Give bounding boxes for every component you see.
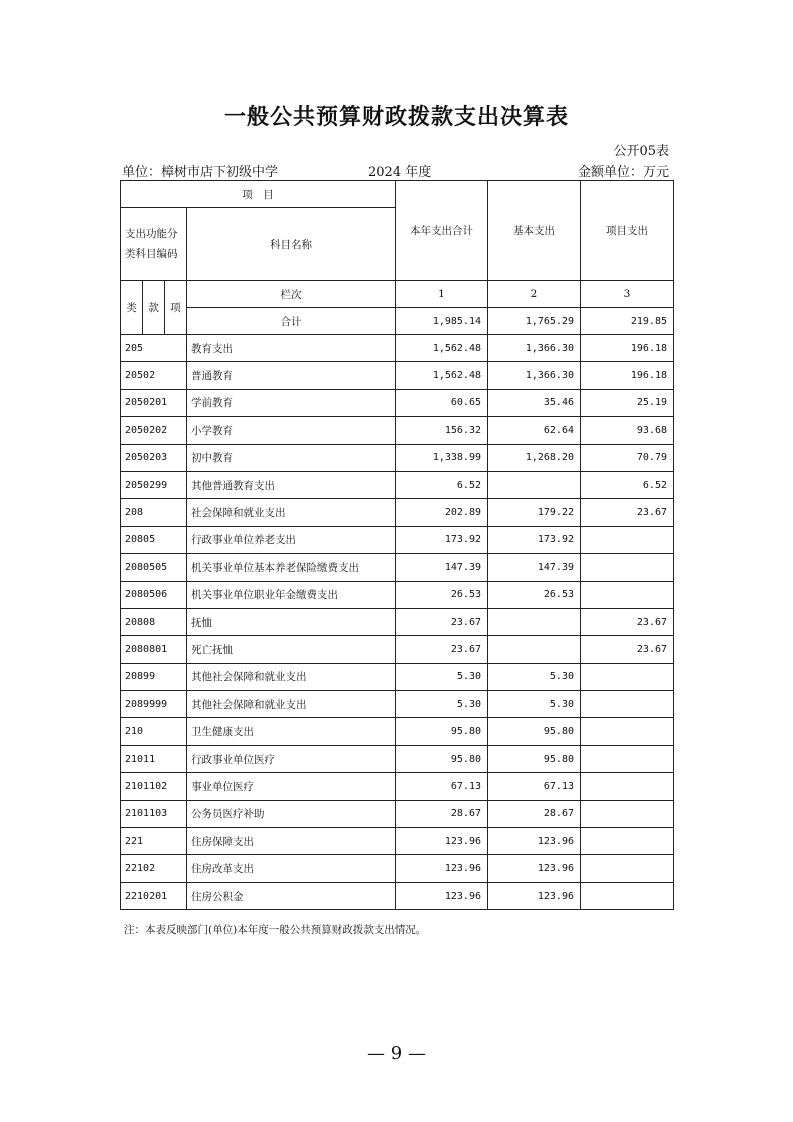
row-project <box>581 554 674 581</box>
table-row <box>121 554 674 581</box>
sum-total-value: 1,985.14 <box>396 308 488 335</box>
row-code: 20805 <box>121 526 187 553</box>
row-total: 123.96 <box>396 882 488 909</box>
sum-basic-value: 1,765.29 <box>488 308 581 335</box>
row-basic: 5.30 <box>488 663 581 690</box>
row-project: 23.67 <box>581 499 674 526</box>
row-name: 机关事业单位基本养老保险缴费支出 <box>187 554 396 581</box>
row-total: 202.89 <box>396 499 488 526</box>
table-row <box>121 718 674 745</box>
row-name: 死亡抚恤 <box>187 636 396 663</box>
form-number: 公开05表 <box>613 144 669 159</box>
row-name: 行政事业单位医疗 <box>187 745 396 772</box>
row-total: 5.30 <box>396 663 488 690</box>
kuan-header: 款 <box>143 281 165 335</box>
row-basic: 26.53 <box>488 581 581 608</box>
row-basic: 95.80 <box>488 718 581 745</box>
column-number-2: 2 <box>488 281 581 308</box>
row-total: 123.96 <box>396 855 488 882</box>
amount-unit-label: 金额单位：万元 <box>577 165 669 180</box>
table-row <box>121 636 674 663</box>
row-code: 208 <box>121 499 187 526</box>
row-code: 2050299 <box>121 471 187 498</box>
row-total: 60.65 <box>396 389 488 416</box>
table-row <box>121 444 674 471</box>
project-column-header: 项目支出 <box>581 181 674 281</box>
table-row <box>121 389 674 416</box>
basic-column-header: 基本支出 <box>488 181 581 281</box>
row-basic: 28.67 <box>488 800 581 827</box>
row-name: 普通教育 <box>187 362 396 389</box>
row-project <box>581 855 674 882</box>
row-basic <box>488 636 581 663</box>
row-project <box>581 882 674 909</box>
row-code: 210 <box>121 718 187 745</box>
row-basic <box>488 471 581 498</box>
row-project <box>581 526 674 553</box>
table-row <box>121 471 674 498</box>
column-number-3: 3 <box>581 281 674 308</box>
row-code: 205 <box>121 335 187 362</box>
row-total: 28.67 <box>396 800 488 827</box>
row-total: 95.80 <box>396 745 488 772</box>
row-basic: 1,366.30 <box>488 335 581 362</box>
row-total: 1,562.48 <box>396 335 488 362</box>
row-code: 2210201 <box>121 882 187 909</box>
footnote: 注：本表反映部门(单位)本年度一般公共预算财政拨款支出情况。 <box>124 924 427 936</box>
row-name: 住房保障支出 <box>187 828 396 855</box>
total-column-header: 本年支出合计 <box>396 181 488 281</box>
sum-label: 合计 <box>187 308 396 335</box>
row-basic: 1,366.30 <box>488 362 581 389</box>
table-row <box>121 608 674 635</box>
row-total: 173.92 <box>396 526 488 553</box>
row-code: 20502 <box>121 362 187 389</box>
table-row <box>121 882 674 909</box>
row-name: 社会保障和就业支出 <box>187 499 396 526</box>
expenditure-table <box>120 180 674 910</box>
xiang-header: 项 <box>165 281 187 335</box>
row-total: 1,338.99 <box>396 444 488 471</box>
row-total: 6.52 <box>396 471 488 498</box>
row-project: 25.19 <box>581 389 674 416</box>
row-project <box>581 581 674 608</box>
row-name: 其他普通教育支出 <box>187 471 396 498</box>
row-project <box>581 800 674 827</box>
row-code: 2080801 <box>121 636 187 663</box>
row-name: 住房改革支出 <box>187 855 396 882</box>
table-row <box>121 526 674 553</box>
table-row <box>121 581 674 608</box>
unit-label: 单位：樟树市店下初级中学 <box>122 165 279 180</box>
row-project: 196.18 <box>581 362 674 389</box>
row-total: 26.53 <box>396 581 488 608</box>
row-total: 156.32 <box>396 417 488 444</box>
row-basic: 123.96 <box>488 855 581 882</box>
table-row <box>121 663 674 690</box>
row-code: 2080505 <box>121 554 187 581</box>
row-name: 公务员医疗补助 <box>187 800 396 827</box>
row-code: 2080506 <box>121 581 187 608</box>
lei-header: 类 <box>121 281 143 335</box>
row-name: 小学教育 <box>187 417 396 444</box>
row-project: 70.79 <box>581 444 674 471</box>
row-project: 196.18 <box>581 335 674 362</box>
table-row <box>121 745 674 772</box>
row-project <box>581 745 674 772</box>
row-code: 2050203 <box>121 444 187 471</box>
table-row <box>121 828 674 855</box>
row-code: 21011 <box>121 745 187 772</box>
row-name: 教育支出 <box>187 335 396 362</box>
code-column-header: 支出功能分类科目编码 <box>121 208 187 281</box>
row-basic: 67.13 <box>488 773 581 800</box>
row-total: 1,562.48 <box>396 362 488 389</box>
page-title: 一般公共预算财政拨款支出决算表 <box>223 104 569 130</box>
row-project <box>581 828 674 855</box>
row-basic: 95.80 <box>488 745 581 772</box>
lanci-label: 栏次 <box>187 281 396 308</box>
row-project <box>581 718 674 745</box>
row-basic: 179.22 <box>488 499 581 526</box>
row-total: 95.80 <box>396 718 488 745</box>
row-code: 2101102 <box>121 773 187 800</box>
row-name: 初中教育 <box>187 444 396 471</box>
row-total: 123.96 <box>396 828 488 855</box>
row-project: 93.68 <box>581 417 674 444</box>
row-code: 20899 <box>121 663 187 690</box>
table-row <box>121 417 674 444</box>
row-total: 5.30 <box>396 691 488 718</box>
row-basic: 5.30 <box>488 691 581 718</box>
row-code: 22102 <box>121 855 187 882</box>
row-code: 221 <box>121 828 187 855</box>
row-project: 23.67 <box>581 608 674 635</box>
row-project <box>581 773 674 800</box>
row-code: 2089999 <box>121 691 187 718</box>
row-project <box>581 691 674 718</box>
sum-project-value: 219.85 <box>581 308 674 335</box>
row-basic: 62.64 <box>488 417 581 444</box>
table-row <box>121 499 674 526</box>
row-total: 23.67 <box>396 608 488 635</box>
row-code: 2101103 <box>121 800 187 827</box>
row-code: 2050202 <box>121 417 187 444</box>
row-basic: 147.39 <box>488 554 581 581</box>
row-name: 事业单位医疗 <box>187 773 396 800</box>
row-basic: 173.92 <box>488 526 581 553</box>
row-name: 学前教育 <box>187 389 396 416</box>
row-name: 其他社会保障和就业支出 <box>187 663 396 690</box>
table-row <box>121 855 674 882</box>
row-basic: 123.96 <box>488 882 581 909</box>
table-row <box>121 773 674 800</box>
row-name: 机关事业单位职业年金缴费支出 <box>187 581 396 608</box>
row-project <box>581 663 674 690</box>
row-name: 住房公积金 <box>187 882 396 909</box>
table-row <box>121 362 674 389</box>
row-basic: 123.96 <box>488 828 581 855</box>
row-total: 23.67 <box>396 636 488 663</box>
row-basic <box>488 608 581 635</box>
row-total: 147.39 <box>396 554 488 581</box>
table-row <box>121 800 674 827</box>
row-basic: 1,268.20 <box>488 444 581 471</box>
row-project: 23.67 <box>581 636 674 663</box>
row-basic: 35.46 <box>488 389 581 416</box>
item-group-header: 项 目 <box>121 181 396 208</box>
table-row <box>121 335 674 362</box>
row-name: 其他社会保障和就业支出 <box>187 691 396 718</box>
row-project: 6.52 <box>581 471 674 498</box>
row-name: 抚恤 <box>187 608 396 635</box>
column-number-1: 1 <box>396 281 488 308</box>
table-row <box>121 691 674 718</box>
row-code: 2050201 <box>121 389 187 416</box>
row-total: 67.13 <box>396 773 488 800</box>
row-name: 卫生健康支出 <box>187 718 396 745</box>
row-name: 行政事业单位养老支出 <box>187 526 396 553</box>
name-column-header: 科目名称 <box>187 208 396 281</box>
page-number: — 9 — <box>367 1043 426 1064</box>
row-code: 20808 <box>121 608 187 635</box>
year-label: 2024 年度 <box>368 165 432 180</box>
